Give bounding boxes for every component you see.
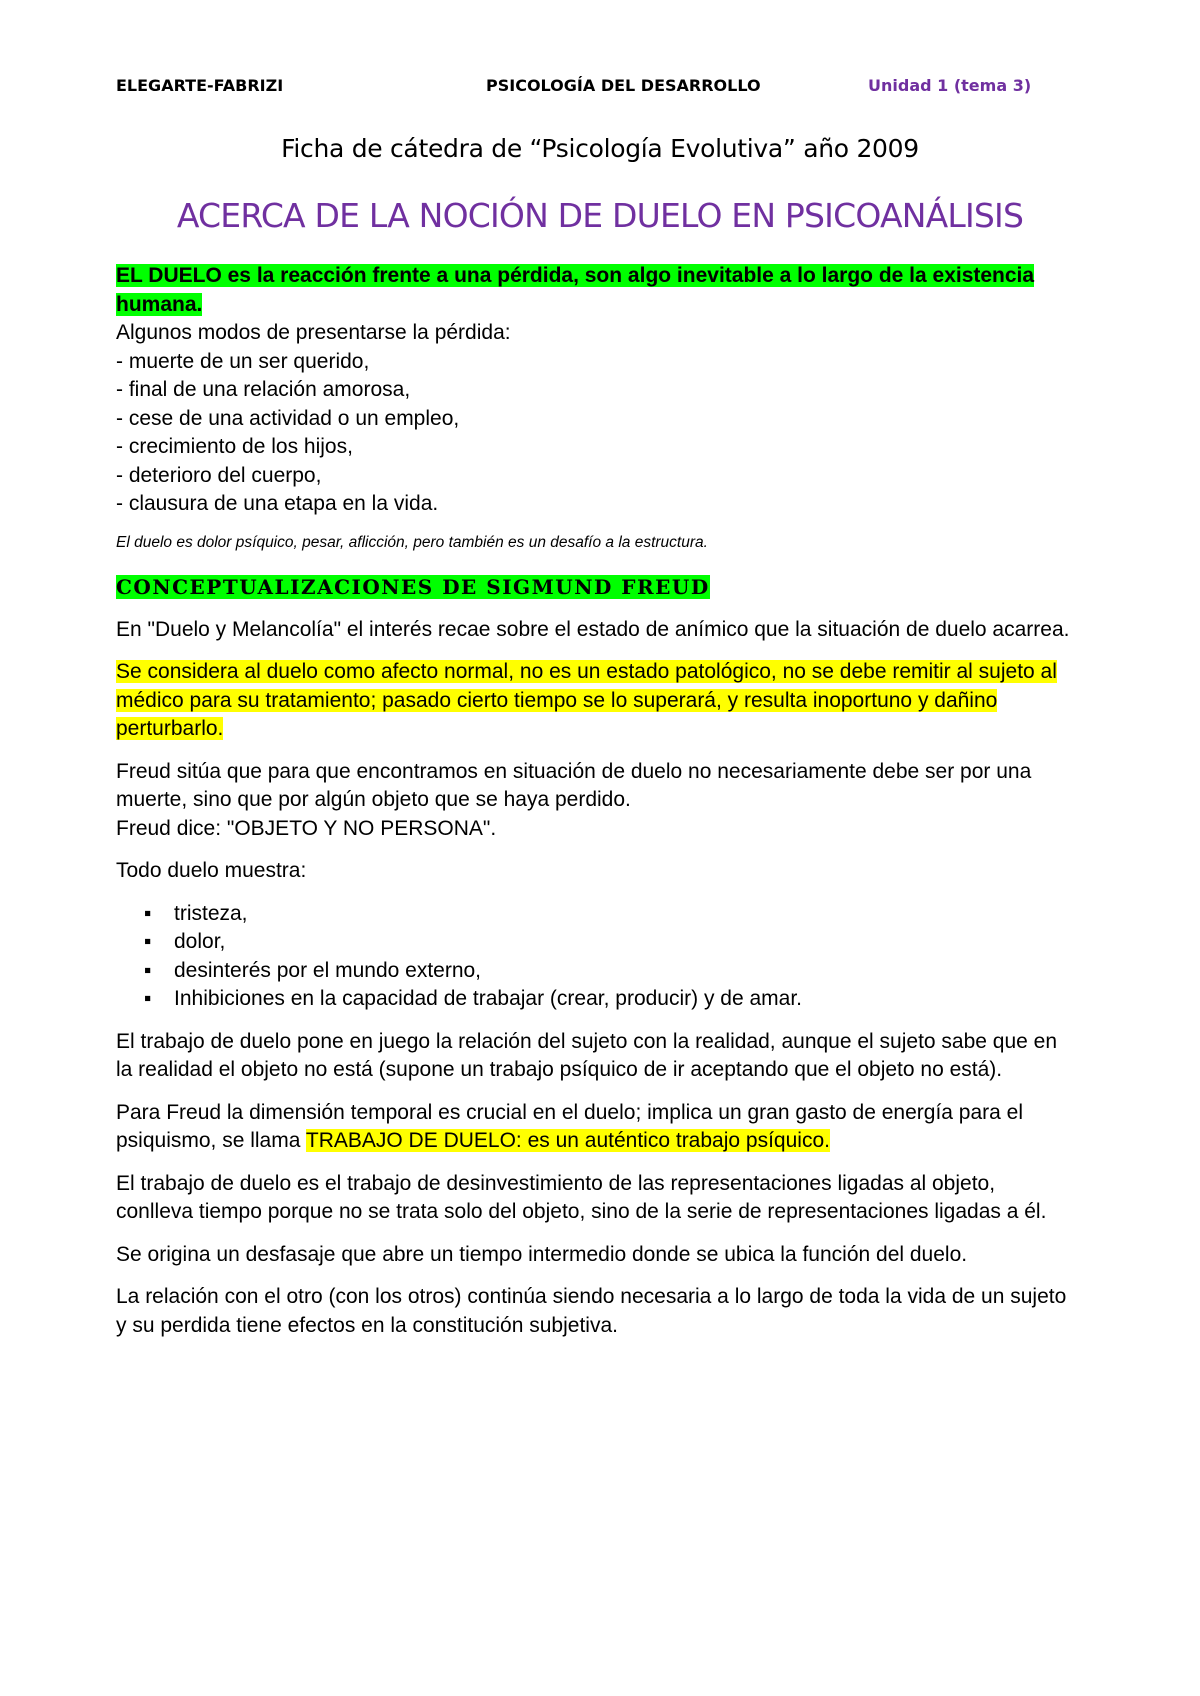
trabajo-de-duelo-highlight: TRABAJO DE DUELO: es un auténtico trabajo psíquico. bbox=[305, 1129, 830, 1152]
list-item bbox=[116, 957, 1076, 986]
paragraph-relation-other: La relación con el otro (con los otros) continúa siendo necesaria a lo largo de toda la vida de un sujeto y su perdida tiene efectos en la constitución subjetiva. bbox=[116, 1285, 1067, 1337]
losses-intro: Algunos modos de presentarse la pérdida: bbox=[116, 321, 511, 344]
list-item-text: Inhibiciones en la capacidad de trabajar (crear, producir) y de amar. bbox=[174, 987, 803, 1010]
list-item: - deterioro del cuerpo, bbox=[116, 463, 322, 487]
square-bullet-icon: ▪ bbox=[144, 930, 152, 953]
paragraph-symptoms-intro: Todo duelo muestra: bbox=[116, 859, 307, 882]
temporal-text: Para Freud la dimensión temporal es crucial en el duelo; implica un gran gasto de energía para el psiquismo, se llama bbox=[116, 1100, 1024, 1152]
header-authors: ELEGARTE-FABRIZI bbox=[116, 76, 284, 95]
section-heading bbox=[116, 573, 1076, 602]
paragraph-freud-quote: Freud dice: "OBJETO Y NO PERSONA". bbox=[116, 816, 497, 840]
list-item bbox=[116, 985, 1076, 1014]
list-item bbox=[116, 928, 1076, 957]
list-item: - final de una relación amorosa, bbox=[116, 378, 411, 401]
header-unit: Unidad 1 (tema 3) bbox=[868, 76, 1032, 95]
list-item: - cese de una actividad o un empleo, bbox=[116, 406, 460, 430]
list-item-text: tristeza, bbox=[174, 901, 248, 925]
paragraph-reality: El trabajo de duelo pone en juego la relación del sujeto con la realidad, aunque el sujeto sabe que en la realidad el objeto no está (supone un trabajo psíquico de ir aceptando que el objeto no está). bbox=[116, 1029, 1058, 1081]
symptoms-list bbox=[116, 900, 1076, 1014]
paragraph-normal-affect bbox=[116, 658, 1076, 744]
paragraph-temporal bbox=[116, 1099, 1076, 1156]
paragraph-duelo-melancolia: En "Duelo y Melancolía" el interés recae sobre el estado de anímico que la situación de duelo acarrea. bbox=[116, 617, 1070, 641]
document-title: ACERCA DE LA NOCIÓN DE DUELO EN PSICOANÁLISIS bbox=[176, 196, 1024, 235]
normal-affect-highlight: Se considera al duelo como afecto normal, no es un estado patológico, no se debe remitir al sujeto al médico para su tratamiento; pasado cierto tiempo se lo superará, y resulta inoportuno y dañino perturbarlo. bbox=[116, 660, 1057, 740]
losses-list bbox=[116, 348, 1076, 519]
paragraph-desfasaje: Se origina un desfasaje que abre un tiempo intermedio donde se ubica la función del duelo. bbox=[116, 1242, 968, 1266]
definition-paragraph bbox=[116, 262, 1076, 319]
paragraph-desinvestimiento: El trabajo de duelo es el trabajo de desinvestimiento de las representaciones ligadas al objeto, conlleva tiempo porque no se trata solo del objeto, sino de la serie de representaciones ligadas a él. bbox=[116, 1171, 1047, 1223]
square-bullet-icon: ▪ bbox=[144, 901, 152, 925]
page-header bbox=[116, 76, 1084, 100]
definition-highlight: EL DUELO es la reacción frente a una pérdida, son algo inevitable a lo largo de la existencia humana. bbox=[116, 264, 1035, 316]
paragraph-object-loss: Freud sitúa que para que encontramos en situación de duelo no necesariamente debe ser por una muerte, sino que por algún objeto que se haya perdido. bbox=[116, 759, 1032, 811]
header-subject: PSICOLOGÍA DEL DESARROLLO bbox=[486, 76, 761, 95]
list-item: - crecimiento de los hijos, bbox=[116, 435, 353, 458]
square-bullet-icon: ▪ bbox=[144, 958, 152, 982]
list-item: - muerte de un ser querido, bbox=[116, 349, 370, 373]
list-item bbox=[116, 900, 1076, 929]
list-item: - clausura de una etapa en la vida. bbox=[116, 492, 439, 515]
list-item-text: desinterés por el mundo externo, bbox=[174, 958, 482, 982]
document-subtitle: Ficha de cátedra de “Psicología Evolutiva” año 2009 bbox=[281, 134, 919, 163]
list-item-text: dolor, bbox=[174, 930, 226, 953]
document-body bbox=[116, 262, 1076, 1340]
italic-note: El duelo es dolor psíquico, pesar, aflicción, pero también es un desafío a la estructura. bbox=[116, 533, 708, 551]
square-bullet-icon: ▪ bbox=[144, 987, 152, 1010]
section-heading-highlight: CONCEPTUALIZACIONES DE SIGMUND FREUD bbox=[116, 575, 710, 599]
